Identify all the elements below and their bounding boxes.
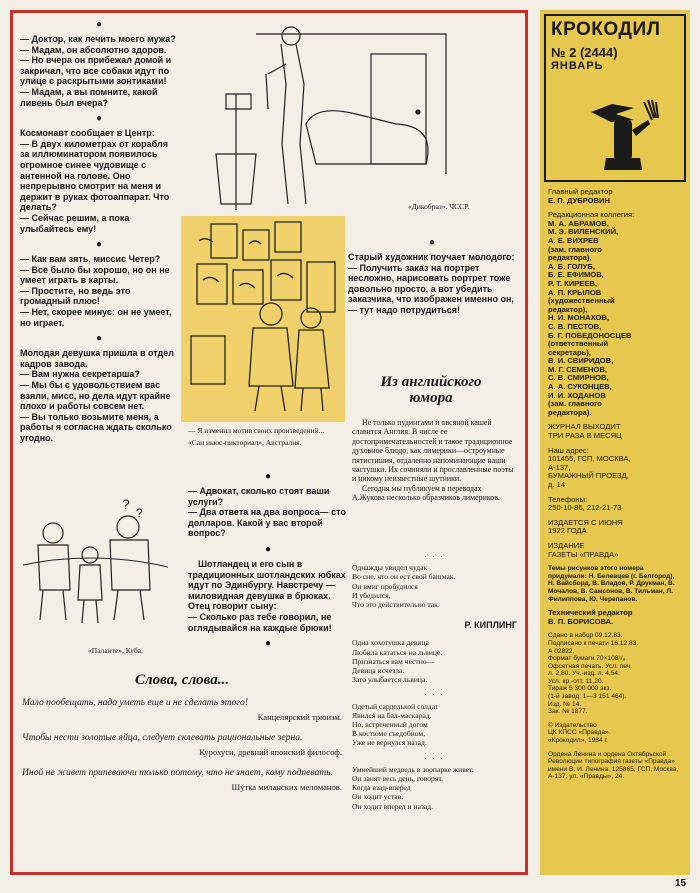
- masthead-box: [544, 14, 686, 182]
- musician-cartoon-caption: «Дикобраз». ЧССР.: [408, 202, 470, 211]
- english-intro: Не только пудингами и овсяной кашей славится Англия. В числе ее достопримечательностей и такое традиционное духовное блюдо, как лимерики—остроумные пятистишия, отдаленно напоминающие наши частушки. Их сочиняли и прославленные поэты и никому неизвестные шутники. Сегодня мы публикуем в переводах А.Жукова несколько образчиков лимериков.: [352, 418, 514, 503]
- svg-text:?: ?: [122, 496, 130, 512]
- words-title: Слова, слова...: [134, 672, 229, 688]
- joke-cosmonaut: Космонавт сообщает в Центр: — В двух километрах от корабля за иллюминатором появилось огромное синее чудовище с антенной на голове. Оно непрерывно смотрит на меня и держит в руках фотоаппарат. Что делать? — Сейчас решим, а пока улыбайтесь ему!: [20, 128, 170, 234]
- publisher: ИЗДАНИЕ ГАЗЕТЫ «ПРАВДА»: [548, 540, 619, 559]
- print-info: Сдано в набор 09.12.83. Подписано к печати 16.12.83. А 02822. Формат бумаги 70×108¹/₈. Офсетная печать. Усл. печ. л. 2,80. Уч.-изд. л. 4,54. Усл. кр.-отт. 11,20. Тираж 5 300 000 экз. (1-й завод: 1—3 151 464). Изд. № 14. Зак. № 1877.: [548, 632, 639, 716]
- published-since: ИЗДАЕТСЯ С ИЮНЯ 1922 ГОДА: [548, 517, 623, 536]
- phones: Телефоны: 250-10-86, 212-21-73: [548, 494, 622, 513]
- painter-caption-source: «Сан ньюс-пикториал», Австралия.: [188, 438, 302, 447]
- separator: . . .: [424, 688, 445, 698]
- printing-house: Ордена Ленина и ордена Октябрьской Революции типография газеты «Правда» имени В. И. Ленина. 125865, ГСП, Москва, А-137, ул. «Правды», 24.: [548, 750, 679, 781]
- quote-source: Курохуси, древний японский философ.: [199, 747, 342, 757]
- bullet: ●: [95, 113, 103, 125]
- editorial-board: Редакционная коллегия: М. А. АБРАМОВ, М. Э. ВИЛЕНСКИЙ, А. Е. ВИХРЕВ (зам. главного редактора), А. Б. ГОЛУБ, Б. Е. ЕФИМОВ, Р. Т. КИРЕЕВ, А. П. КРЫЛОВ (художественный редактор), Н. И. МОНАХОВ, С. В. ПЕСТОВ, Б. Г. ПОБЕДОНОСЦЕВ (ответственный секретарь), В. И. СВИРИДОВ, М. Г. СЕМЕНОВ, С. В. СМИРНОВ, А. А. СУКОНЦЕВ, И. И. ХОДАНОВ (зам. главного редактора).: [548, 210, 635, 417]
- words-section: [22, 672, 342, 802]
- page-number: 15: [675, 878, 687, 889]
- artist-joke: ● Старый художник поучает молодого: — Получить заказ на портрет несложно, нарисовать портрет тоже довольно просто, а вот убедить заказчика, что изображен именно он,— тут надо потрудиться!: [348, 237, 515, 315]
- bullet: ●: [264, 471, 272, 482]
- quote: Иной не живет припеваючи только потому, что не знает, кому подпевать.: [22, 767, 334, 778]
- issue-number: № 2 (2444): [551, 45, 618, 60]
- crocodile-logo-icon: [586, 98, 666, 176]
- quote-source: Канцелярский трюизм.: [257, 712, 342, 722]
- limericks: . . . Однажды увидел чудак Во сне, что он ест свой башмак. Он вмиг пробудился И убедился, Что это действительно так. Р. КИПЛИНГ Одна хохотушка девица Любила кататься на львице. Признаться вам честно— Девица исчезла. Зато улыбается львица. . . . Одетый сарделькой солдат Явился на бал-маскарад. Но, встреченный догом В костюме съедобном, Уже не вернулся назад. . . . Умнейший медведь в зоопарке живет. Он занят весь день, говорят. Когда взад-вперед Он ходит устав, Он ходит вперед и назад.: [352, 550, 517, 811]
- magazine-title: КРОКОДИЛ: [551, 19, 661, 40]
- joke-doctor: — Доктор, как лечить моего мужа? — Мадам, он абсолютно здоров. — Но вчера он прибежал домой и закричал, что все собаки идут по улице с раскрытыми зонтиками! — Мадам, а вы помните, какой ливень был вчера?: [20, 34, 176, 108]
- issue-month: ЯНВАРЬ: [551, 60, 604, 72]
- themes-credits: Темы рисунков этого номера придумали: Н. Белевцев (г. Белгород), Н. Вайсборд, В. Владов, Р. Друкман, В. Мочалов, В. Самсонов, В. Тильман, Л. Филиппова, Ю. Черепанов.: [548, 565, 675, 603]
- painter-caption-line: — Я изменил мотив своих произведений...: [188, 426, 325, 435]
- address: Наш адрес: 101455, ГСП, МОСКВА, А-137, БУМАЖНЫЙ ПРОЕЗД, д. 14: [548, 445, 631, 489]
- chief-editor: Главный редактор Е. П. ДУБРОВИН: [548, 187, 613, 205]
- quote: Чтобы нести золотые яйца, следует склевать рациональные зерна.: [22, 732, 303, 743]
- copyright: © Издательство ЦК КПСС «Правда». «Крокодил», 1984 г.: [548, 721, 611, 745]
- left-column: [20, 14, 178, 444]
- bullet: ●: [264, 638, 272, 650]
- bullet: ●: [95, 333, 103, 345]
- kipling-author: Р. КИПЛИНГ: [464, 620, 517, 631]
- bullet: ●: [264, 543, 272, 555]
- bullet: ●: [428, 237, 436, 248]
- tech-editor: Технический редактор В. П. БОРИСОВА.: [548, 608, 633, 626]
- english-humor-title: [366, 374, 496, 406]
- bullet: ●: [95, 19, 103, 30]
- boxing-cartoon: [18, 495, 168, 635]
- separator: . . .: [424, 751, 445, 761]
- boxing-cartoon-caption: «Паланте», Куба.: [88, 646, 143, 655]
- musician-cartoon: [196, 14, 466, 210]
- lawyer-joke: ● — Адвокат, сколько стоят ваши услуги? — Два ответа на два вопроса— сто долларов. Какой у вас второй вопрос? ● Шотландец и его сын в традиционных шотландских юбках идут по Эдинбургу. Навстречу — миловидная девушка в брюках. Отец говорит сыну: — Сколько раз тебе говорил, не оглядывайся на каждые брюки! ●: [188, 466, 348, 653]
- painter-cartoon: [181, 216, 345, 422]
- quote: Мало пообещать, надо уметь еще и не сделать этого!: [22, 697, 249, 708]
- joke-secretary: Молодая девушка пришла в отдел кадров завода. — Вам нужна секретарша? — Мы бы с удовольствием вас взяли, мисс, но дела идут крайне плохо и работы совсем нет. — Вы только возьмите меня, а работы я согласна ждать сколько угодно.: [20, 348, 174, 443]
- svg-text:?: ?: [136, 506, 143, 520]
- masthead-info: [540, 188, 690, 781]
- quote-source: Шутка миланских меломанов.: [231, 782, 342, 792]
- painter-cartoon-caption: [188, 426, 343, 447]
- separator: . . .: [424, 550, 445, 559]
- english-title-1: Из английского: [380, 374, 482, 390]
- frequency: ЖУРНАЛ ВЫХОДИТ ТРИ РАЗА В МЕСЯЦ: [548, 422, 622, 441]
- bullet: ●: [95, 239, 103, 251]
- masthead-sidebar: [540, 10, 690, 875]
- joke-son-in-law: — Как вам зять, миссис Четер? — Все было бы хорошо, но он не умеет играть в карты. — Простите, но ведь это громадный плюс! — Нет, скорее минус: он не умеет, но играет.: [20, 254, 172, 328]
- english-title-2: юмора: [409, 390, 453, 406]
